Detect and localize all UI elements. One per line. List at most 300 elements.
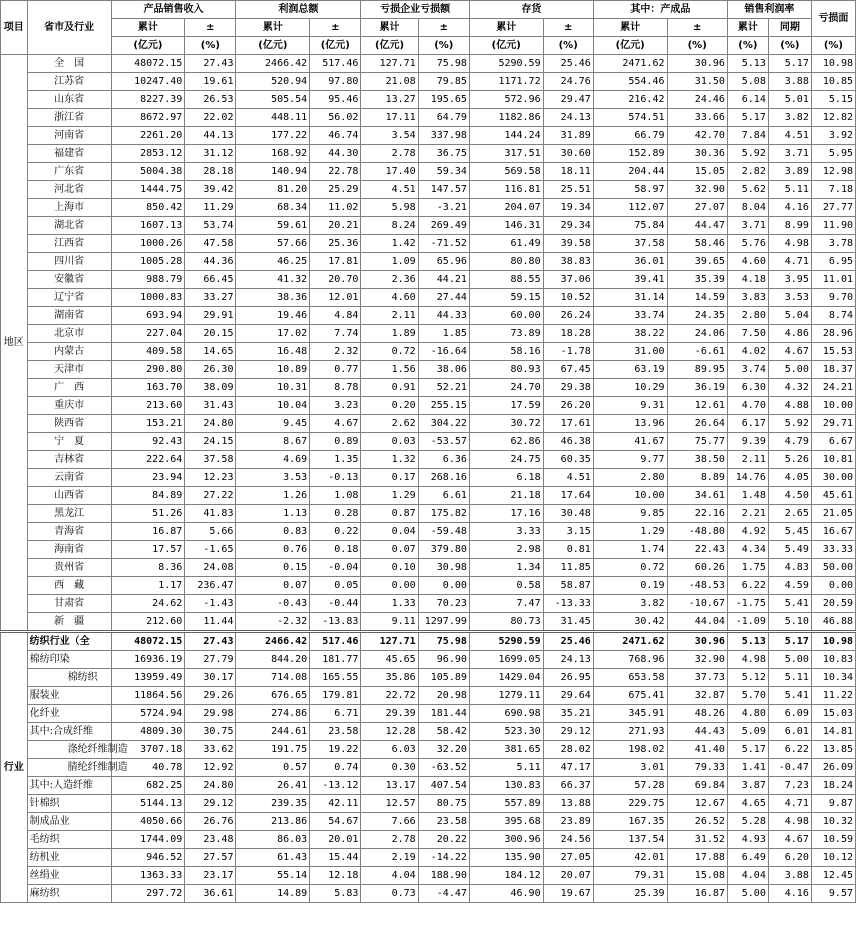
table-cell: 4.34 xyxy=(727,541,768,559)
table-cell: 10.52 xyxy=(543,289,593,307)
table-cell: 23.48 xyxy=(185,831,236,849)
table-cell: 29.47 xyxy=(543,91,593,109)
table-cell: 13.85 xyxy=(811,741,855,759)
table-cell: 0.72 xyxy=(361,343,418,361)
table-cell: 19.34 xyxy=(543,199,593,217)
table-cell: 47.17 xyxy=(543,759,593,777)
subheader: 累计 xyxy=(593,19,667,37)
table-cell: 37.06 xyxy=(543,271,593,289)
table-cell: 46.90 xyxy=(469,885,543,903)
table-cell: 53.74 xyxy=(185,217,236,235)
table-cell: 409.58 xyxy=(111,343,185,361)
row-label: 海南省 xyxy=(27,541,111,559)
table-cell: 36.75 xyxy=(418,145,469,163)
table-cell: 24.15 xyxy=(185,433,236,451)
table-row xyxy=(1,145,856,163)
table-cell: 2471.62 xyxy=(593,632,667,651)
table-cell: 0.00 xyxy=(361,577,418,595)
table-cell: 188.90 xyxy=(418,867,469,885)
table-cell: 5.83 xyxy=(310,885,361,903)
table-cell: 66.37 xyxy=(543,777,593,795)
table-cell: 5290.59 xyxy=(469,55,543,73)
table-cell: 44.36 xyxy=(185,253,236,271)
table-cell: 213.86 xyxy=(236,813,310,831)
table-cell: 39.58 xyxy=(543,235,593,253)
table-cell: 4.69 xyxy=(236,451,310,469)
table-cell: 75.84 xyxy=(593,217,667,235)
table-cell: 198.02 xyxy=(593,741,667,759)
table-cell: 11.01 xyxy=(811,271,855,289)
table-cell: 30.60 xyxy=(543,145,593,163)
table-cell: 137.54 xyxy=(593,831,667,849)
table-cell: 0.74 xyxy=(310,759,361,777)
table-cell: 4.83 xyxy=(768,559,811,577)
table-cell: 14.76 xyxy=(727,469,768,487)
table-row xyxy=(1,885,856,903)
table-cell: 175.82 xyxy=(418,505,469,523)
table-cell: 4.79 xyxy=(768,433,811,451)
table-cell: 22.16 xyxy=(667,505,727,523)
table-cell: 10.85 xyxy=(811,73,855,91)
table-cell: 14.65 xyxy=(185,343,236,361)
table-cell: 6.22 xyxy=(768,741,811,759)
table-row xyxy=(1,669,856,687)
table-cell: 64.79 xyxy=(418,109,469,127)
table-cell: 0.77 xyxy=(310,361,361,379)
table-cell: 28.18 xyxy=(185,163,236,181)
table-cell: 23.94 xyxy=(111,469,185,487)
table-cell: 337.98 xyxy=(418,127,469,145)
row-label: 内蒙古 xyxy=(27,343,111,361)
table-cell: -59.48 xyxy=(418,523,469,541)
table-cell: 5.45 xyxy=(768,523,811,541)
table-cell: 3.78 xyxy=(811,235,855,253)
table-cell: 25.46 xyxy=(543,632,593,651)
table-cell: 4.16 xyxy=(768,199,811,217)
table-cell: 1.32 xyxy=(361,451,418,469)
table-cell: 35.21 xyxy=(543,705,593,723)
table-cell: 8.78 xyxy=(310,379,361,397)
table-cell: -0.13 xyxy=(310,469,361,487)
table-cell: 675.41 xyxy=(593,687,667,705)
table-cell: 3.89 xyxy=(768,163,811,181)
table-cell: 204.44 xyxy=(593,163,667,181)
table-cell: 6.09 xyxy=(768,705,811,723)
table-cell: 44.43 xyxy=(667,723,727,741)
table-cell: 1.17 xyxy=(111,577,185,595)
row-label: 棉纺织 xyxy=(27,669,111,687)
row-label: 化纤业 xyxy=(27,705,111,723)
table-cell: 86.03 xyxy=(236,831,310,849)
table-cell: 5.41 xyxy=(768,595,811,613)
table-cell: 116.81 xyxy=(469,181,543,199)
table-cell: 48072.15 xyxy=(111,632,185,651)
row-label: 制成品业 xyxy=(27,813,111,831)
table-cell: 16.67 xyxy=(811,523,855,541)
table-cell: 81.20 xyxy=(236,181,310,199)
table-cell: 24.13 xyxy=(543,109,593,127)
unit-label: (%) xyxy=(727,37,768,55)
table-cell: 10.31 xyxy=(236,379,310,397)
table-cell: 41.83 xyxy=(185,505,236,523)
table-cell: 4.84 xyxy=(310,307,361,325)
table-cell: 2261.20 xyxy=(111,127,185,145)
table-cell: 7.47 xyxy=(469,595,543,613)
table-cell: 146.31 xyxy=(469,217,543,235)
table-row xyxy=(1,759,856,777)
table-row xyxy=(1,577,856,595)
table-cell: 4.32 xyxy=(768,379,811,397)
table-cell: 44.47 xyxy=(667,217,727,235)
table-row xyxy=(1,632,856,651)
table-cell: 21.18 xyxy=(469,487,543,505)
table-cell: 3.71 xyxy=(727,217,768,235)
table-cell: 213.60 xyxy=(111,397,185,415)
table-cell: 4.04 xyxy=(727,867,768,885)
table-cell: 5.00 xyxy=(768,651,811,669)
table-cell: 24.56 xyxy=(543,831,593,849)
table-cell: 2.21 xyxy=(727,505,768,523)
table-cell: 6.14 xyxy=(727,91,768,109)
table-cell: 17.57 xyxy=(111,541,185,559)
table-cell: 63.19 xyxy=(593,361,667,379)
row-label: 新 疆 xyxy=(27,613,111,632)
subheader: 累计 xyxy=(111,19,185,37)
table-cell: 5.17 xyxy=(768,632,811,651)
row-label: 宁 夏 xyxy=(27,433,111,451)
table-cell: -0.47 xyxy=(768,759,811,777)
table-cell: 0.03 xyxy=(361,433,418,451)
table-cell: 75.98 xyxy=(418,632,469,651)
table-cell: 14.59 xyxy=(667,289,727,307)
table-cell: 988.79 xyxy=(111,271,185,289)
table-cell: 37.58 xyxy=(185,451,236,469)
table-cell: 269.49 xyxy=(418,217,469,235)
table-cell: 112.07 xyxy=(593,199,667,217)
table-cell: 8.36 xyxy=(111,559,185,577)
table-cell: 10.04 xyxy=(236,397,310,415)
table-cell: 24.80 xyxy=(185,777,236,795)
item-header: 项目 xyxy=(1,1,28,55)
table-cell: 5.11 xyxy=(768,669,811,687)
table-cell: 46.25 xyxy=(236,253,310,271)
table-cell: 2853.12 xyxy=(111,145,185,163)
table-cell: 48.26 xyxy=(667,705,727,723)
table-cell: 62.86 xyxy=(469,433,543,451)
table-cell: 57.28 xyxy=(593,777,667,795)
table-cell: 15.03 xyxy=(811,705,855,723)
table-cell: 3.53 xyxy=(236,469,310,487)
table-cell: 31.45 xyxy=(543,613,593,632)
table-cell: 4.51 xyxy=(361,181,418,199)
table-cell: 19.61 xyxy=(185,73,236,91)
table-cell: 127.71 xyxy=(361,632,418,651)
table-cell: 1.26 xyxy=(236,487,310,505)
table-cell: 10.59 xyxy=(811,831,855,849)
table-cell: 7.84 xyxy=(727,127,768,145)
table-cell: 12.18 xyxy=(310,867,361,885)
table-cell: -6.61 xyxy=(667,343,727,361)
table-cell: 16936.19 xyxy=(111,651,185,669)
table-cell: 15.08 xyxy=(667,867,727,885)
table-cell: 10.83 xyxy=(811,651,855,669)
table-cell: 1.34 xyxy=(469,559,543,577)
row-label: 河南省 xyxy=(27,127,111,145)
table-cell: 1005.28 xyxy=(111,253,185,271)
table-cell: 6.30 xyxy=(727,379,768,397)
table-cell: 56.02 xyxy=(310,109,361,127)
table-cell: 395.68 xyxy=(469,813,543,831)
table-cell: 31.52 xyxy=(667,831,727,849)
table-cell: 24.76 xyxy=(543,73,593,91)
table-cell: 24.62 xyxy=(111,595,185,613)
table-cell: 179.81 xyxy=(310,687,361,705)
row-label: 湖南省 xyxy=(27,307,111,325)
table-cell: 80.93 xyxy=(469,361,543,379)
table-cell: 51.26 xyxy=(111,505,185,523)
table-cell: 9.57 xyxy=(811,885,855,903)
subheader: ± xyxy=(310,19,361,37)
table-cell: 2.19 xyxy=(361,849,418,867)
table-cell: 0.18 xyxy=(310,541,361,559)
table-cell: 3.15 xyxy=(543,523,593,541)
table-cell: 204.07 xyxy=(469,199,543,217)
table-cell: 1182.86 xyxy=(469,109,543,127)
table-cell: 4.98 xyxy=(768,235,811,253)
table-cell: 22.02 xyxy=(185,109,236,127)
row-label: 安徽省 xyxy=(27,271,111,289)
table-cell: 523.30 xyxy=(469,723,543,741)
table-row xyxy=(1,91,856,109)
table-cell: 26.52 xyxy=(667,813,727,831)
table-cell: 33.27 xyxy=(185,289,236,307)
table-cell: 38.50 xyxy=(667,451,727,469)
table-cell: 65.96 xyxy=(418,253,469,271)
table-cell: 7.18 xyxy=(811,181,855,199)
table-cell: 5004.38 xyxy=(111,163,185,181)
table-cell: 96.90 xyxy=(418,651,469,669)
table-cell: 5.00 xyxy=(768,361,811,379)
table-cell: 36.61 xyxy=(185,885,236,903)
table-cell: 1.13 xyxy=(236,505,310,523)
table-cell: 69.84 xyxy=(667,777,727,795)
table-cell: 255.15 xyxy=(418,397,469,415)
table-cell: 2.78 xyxy=(361,831,418,849)
table-cell: 26.64 xyxy=(667,415,727,433)
table-row xyxy=(1,451,856,469)
table-cell: 850.42 xyxy=(111,199,185,217)
table-cell: 33.74 xyxy=(593,307,667,325)
table-cell: 27.44 xyxy=(418,289,469,307)
table-cell: 345.91 xyxy=(593,705,667,723)
table-cell: 59.15 xyxy=(469,289,543,307)
table-cell: 23.58 xyxy=(310,723,361,741)
table-cell: 33.66 xyxy=(667,109,727,127)
table-cell: 26.95 xyxy=(543,669,593,687)
table-cell: 12.92 xyxy=(185,759,236,777)
table-cell: 31.89 xyxy=(543,127,593,145)
table-cell: 15.53 xyxy=(811,343,855,361)
row-label: 纺机业 xyxy=(27,849,111,867)
table-cell: 25.36 xyxy=(310,235,361,253)
row-label: 吉林省 xyxy=(27,451,111,469)
row-label: 四川省 xyxy=(27,253,111,271)
table-cell: 2471.62 xyxy=(593,55,667,73)
table-cell: 24.06 xyxy=(667,325,727,343)
table-cell: 165.55 xyxy=(310,669,361,687)
table-cell: 3.33 xyxy=(469,523,543,541)
table-cell: 61.49 xyxy=(469,235,543,253)
table-cell: 48072.15 xyxy=(111,55,185,73)
row-label: 湖北省 xyxy=(27,217,111,235)
row-label: 毛纺织 xyxy=(27,831,111,849)
table-cell: 66.45 xyxy=(185,271,236,289)
table-cell: 714.08 xyxy=(236,669,310,687)
table-cell: 6.20 xyxy=(768,849,811,867)
table-cell: 26.20 xyxy=(543,397,593,415)
table-cell: 6.03 xyxy=(361,741,418,759)
group-label-industry: 行业 xyxy=(1,632,28,903)
table-cell: -10.67 xyxy=(667,595,727,613)
table-cell: 29.12 xyxy=(185,795,236,813)
table-cell: 3.74 xyxy=(727,361,768,379)
table-row xyxy=(1,595,856,613)
table-cell: 3.23 xyxy=(310,397,361,415)
table-row xyxy=(1,325,856,343)
table-cell: 0.91 xyxy=(361,379,418,397)
row-label: 其中:合成纤维 xyxy=(27,723,111,741)
table-cell: 3.82 xyxy=(593,595,667,613)
row-label: 西 藏 xyxy=(27,577,111,595)
table-cell: 31.00 xyxy=(593,343,667,361)
subheader: ± xyxy=(185,19,236,37)
table-cell: 0.15 xyxy=(236,559,310,577)
table-cell: 1.89 xyxy=(361,325,418,343)
table-cell: 12.61 xyxy=(667,397,727,415)
table-cell: 4.86 xyxy=(768,325,811,343)
table-cell: 25.29 xyxy=(310,181,361,199)
table-cell: 97.80 xyxy=(310,73,361,91)
table-cell: 0.83 xyxy=(236,523,310,541)
table-cell: 24.80 xyxy=(185,415,236,433)
table-cell: 2.11 xyxy=(727,451,768,469)
table-cell: 1.42 xyxy=(361,235,418,253)
table-cell: 80.73 xyxy=(469,613,543,632)
table-row xyxy=(1,469,856,487)
table-cell: 1297.99 xyxy=(418,613,469,632)
row-label: 丝绢业 xyxy=(27,867,111,885)
table-cell: 4.71 xyxy=(768,795,811,813)
table-row xyxy=(1,199,856,217)
table-cell: 41.40 xyxy=(667,741,727,759)
table-cell: 5.49 xyxy=(768,541,811,559)
table-cell: 24.75 xyxy=(469,451,543,469)
table-cell: 105.89 xyxy=(418,669,469,687)
table-row xyxy=(1,289,856,307)
table-cell: 34.61 xyxy=(667,487,727,505)
table-cell: 222.64 xyxy=(111,451,185,469)
table-cell: 95.46 xyxy=(310,91,361,109)
table-cell: 5.92 xyxy=(768,415,811,433)
table-cell: 60.35 xyxy=(543,451,593,469)
table-cell: 17.61 xyxy=(543,415,593,433)
table-cell: 184.12 xyxy=(469,867,543,885)
table-cell: 300.96 xyxy=(469,831,543,849)
table-cell: 5.17 xyxy=(768,55,811,73)
subheader: 累计 xyxy=(727,19,768,37)
table-row xyxy=(1,487,856,505)
table-cell: 38.06 xyxy=(418,361,469,379)
table-cell: -63.52 xyxy=(418,759,469,777)
table-cell: 38.09 xyxy=(185,379,236,397)
subheader: ± xyxy=(667,19,727,37)
table-cell: 26.41 xyxy=(236,777,310,795)
table-cell: 60.26 xyxy=(667,559,727,577)
table-cell: 33.62 xyxy=(185,741,236,759)
table-cell: 26.76 xyxy=(185,813,236,831)
table-row xyxy=(1,163,856,181)
table-cell: 16.48 xyxy=(236,343,310,361)
table-cell: -13.12 xyxy=(310,777,361,795)
table-cell: 3707.18 xyxy=(111,741,185,759)
table-cell: 29.34 xyxy=(543,217,593,235)
table-cell: 17.11 xyxy=(361,109,418,127)
table-cell: 80.80 xyxy=(469,253,543,271)
table-cell: 7.50 xyxy=(727,325,768,343)
table-cell: 44.13 xyxy=(185,127,236,145)
table-cell: 4.59 xyxy=(768,577,811,595)
table-cell: 676.65 xyxy=(236,687,310,705)
table-cell: 4.60 xyxy=(727,253,768,271)
table-row xyxy=(1,541,856,559)
unit-label: (%) xyxy=(768,37,811,55)
table-row xyxy=(1,523,856,541)
table-cell: 1699.05 xyxy=(469,651,543,669)
table-cell: 10.12 xyxy=(811,849,855,867)
table-cell: 11864.56 xyxy=(111,687,185,705)
row-label: 广 西 xyxy=(27,379,111,397)
table-cell: 4.02 xyxy=(727,343,768,361)
table-cell: 45.65 xyxy=(361,651,418,669)
table-cell: 57.66 xyxy=(236,235,310,253)
row-label: 江苏省 xyxy=(27,73,111,91)
table-cell: 58.97 xyxy=(593,181,667,199)
table-cell: 20.07 xyxy=(543,867,593,885)
table-cell: 18.37 xyxy=(811,361,855,379)
table-cell: -1.43 xyxy=(185,595,236,613)
table-cell: 9.70 xyxy=(811,289,855,307)
table-cell: 212.60 xyxy=(111,613,185,632)
table-cell: 17.59 xyxy=(469,397,543,415)
table-cell: 1.75 xyxy=(727,559,768,577)
table-cell: 1.08 xyxy=(310,487,361,505)
table-cell: -3.21 xyxy=(418,199,469,217)
table-cell: 0.00 xyxy=(418,577,469,595)
table-cell: 23.58 xyxy=(418,813,469,831)
table-cell: 4.60 xyxy=(361,289,418,307)
table-cell: 92.43 xyxy=(111,433,185,451)
table-cell: 168.92 xyxy=(236,145,310,163)
table-cell: 25.46 xyxy=(543,55,593,73)
table-cell: 30.36 xyxy=(667,145,727,163)
table-cell: 8.89 xyxy=(667,469,727,487)
table-cell: 58.46 xyxy=(667,235,727,253)
table-cell: 1.41 xyxy=(727,759,768,777)
group-header-finished-goods: 其中：产成品 xyxy=(593,1,727,19)
row-label: 服装业 xyxy=(27,687,111,705)
table-cell: 0.28 xyxy=(310,505,361,523)
table-cell: 17.40 xyxy=(361,163,418,181)
